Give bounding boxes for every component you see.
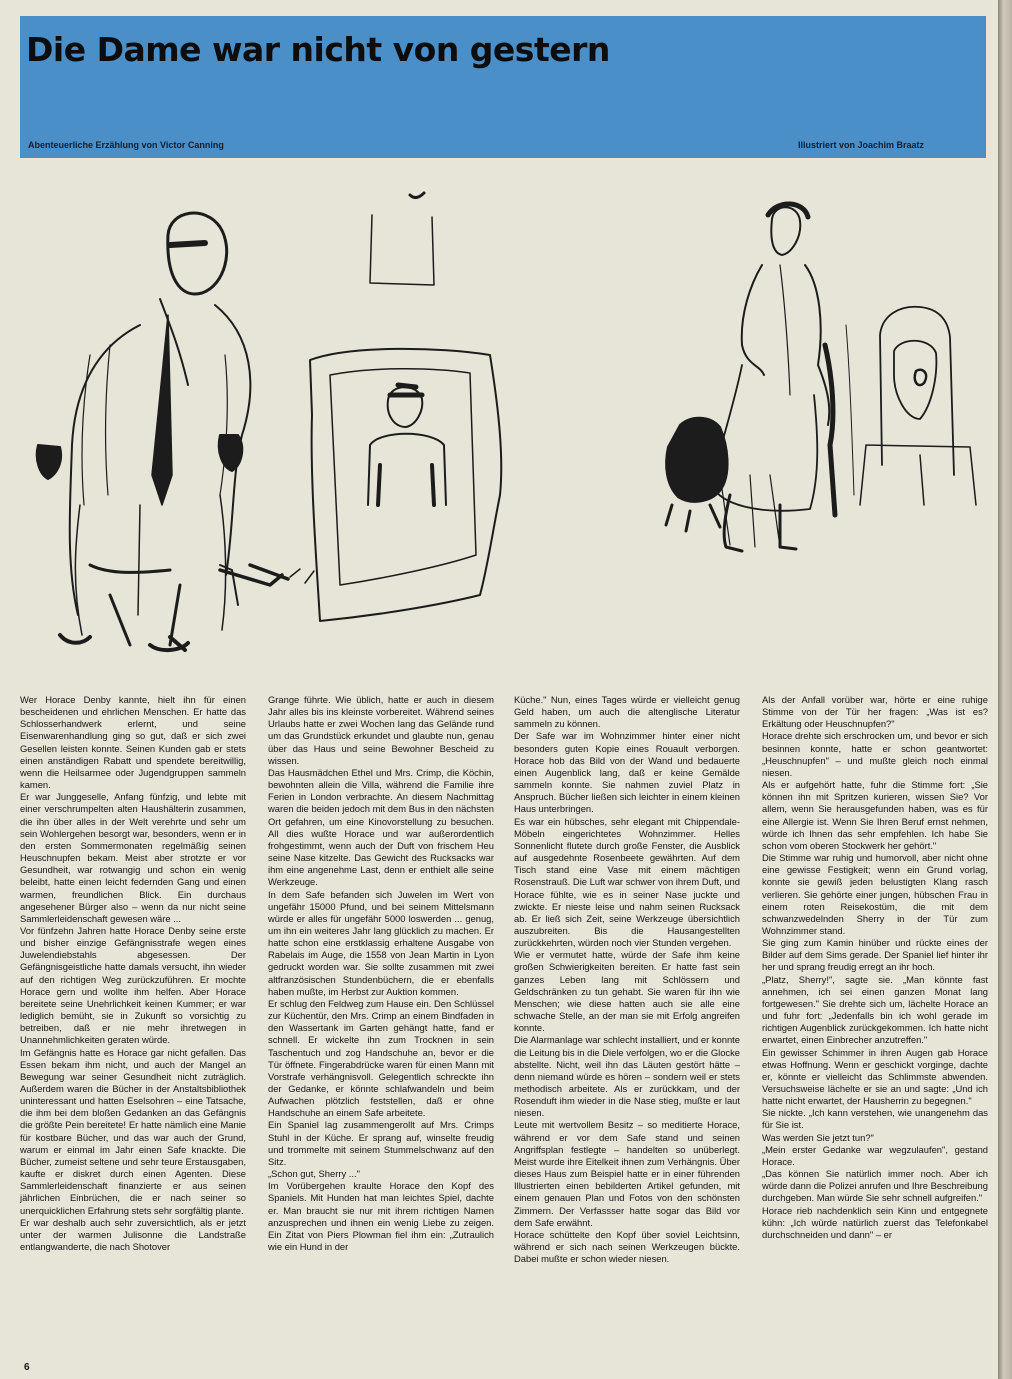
paragraph: „Mein erster Gedanke war wegzulaufen", gestand Horace. — [762, 1143, 988, 1167]
illustrator-byline: Illustriert von Joachim Braatz — [797, 140, 924, 150]
text-column-1 — [20, 694, 246, 1253]
ink-sketch-icon — [20, 175, 986, 685]
paragraph: Als er aufgehört hatte, fuhr die Stimme fort: „Sie können ihn mit Spritzen kurieren, wissen Sie? Vor allem, wenn Sie herausgefunden haben, was es für eine Allergie ist. Wenn Sie Ihren Beruf ernst nehmen, würde ich Ihnen das sehr empfehlen. Ich habe Sie schon vom oberen Stockwerk her gehört." — [762, 779, 988, 851]
text-column-2 — [268, 694, 494, 1253]
paragraph: „Platz, Sherry!", sagte sie. „Man könnte fast annehmen, ich sei einen ganzen Monat lang fortgewesen." Sie drehte sich um, lächelte Horace an und fuhr fort: „Jedenfalls bin ich wohl gerade im richtigen Augenblick zurückgekommen. Ich hatte nicht erwartet, einen Einbrecher anzutreffen." — [762, 973, 988, 1046]
paragraph: Die Alarmanlage war schlecht installiert, und er konnte die Leitung bis in die Diele verfolgen, wo er die Glocke abstellte. Nicht, weil ihn das Läuten gestört hätte – denn niemand würde es hören – sondern weil er stets methodisch arbeitete. Als er zurückkam, und der Rosenduft ihm wieder in die Nase stieg, mußte er laut niesen. — [514, 1034, 740, 1119]
paragraph: Horace drehte sich erschrocken um, und bevor er sich besinnen konnte, hatte er schon geantwortet: „Heuschnupfen" – und mußte gleich noch einmal niesen. — [762, 730, 988, 778]
paragraph: Im Gefängnis hatte es Horace gar nicht gefallen. Das Essen bekam ihm nicht, und auch der Mangel an Bewegung war seiner Gesundheit nicht zuträglich. Außerdem waren die Bücher in der Anstaltsbibliothek uninteressant und hatten Eselsohren – eine Tatsache, die ihm bei dem bloßen Gedanken an das Gefängnis die größte Pein bereitete! Er hatte nämlich eine Manie für kostbare Bücher, und das war auch der Grund, warum er einmal im Jahr einen Safe knackte. Die Bücher, zumeist seltene und sehr teure Erstausgaben, kaufte er diskret durch einen Agenten. Diese Sammlerleidenschaft finanzierte er aus seinen jährlichen Einbrüchen, die er nach seiner so unerquicklichen Erfahrung stets sehr sorgfältig plante. — [20, 1046, 246, 1216]
paragraph: Wie er vermutet hatte, würde der Safe ihm keine großen Schwierigkeiten bereiten. Er hatte fast sein ganzes Leben lang mit Schlössern und Geldschränken zu tun gehabt. Sie waren für ihn wie Menschen; wie diese hatten auch sie alle eine schwache Stelle, an der man sie mit Erfolg angreifen konnte. — [514, 949, 740, 1034]
page-number: 6 — [24, 1362, 30, 1373]
paragraph: „Schon gut, Sherry ..." — [268, 1168, 360, 1180]
paragraph: Das Hausmädchen Ethel und Mrs. Crimp, die Köchin, bewohnten allein die Villa, während die Familie ihre Ferien in London verbrachte. An diesem Nachmittag waren die beiden jedoch mit dem Bus in den nächsten Ort gefahren, um eine Kinovorstellung zu besuchen. All dies wußte Horace und war außerordentlich frohgestimmt, wenn auch der Duft von frischem Heu seine Nase kitzelte. Das Gewicht des Rucksacks war ihm eine angenehme Last, denn er enthielt alle seine Werkzeuge. — [268, 766, 494, 888]
paragraph: Leute mit wertvollem Besitz – so meditierte Horace, während er vor dem Safe stand und seinen Angriffsplan festlegte – handelten so unüberlegt. Meist wurde ihre Eitelkeit ihnen zum Verhängnis. Über dieses Haus zum Beispiel hatte er in einer führenden Illustrierten einen bebilderten Artikel gefunden, mit einem genauen Plan und Fotos von den schönsten Zimmern. Der Verfassser hatte sogar das Bild vor dem Safe erwähnt. — [514, 1119, 740, 1228]
paragraph: Es war ein hübsches, sehr elegant mit Chippendale-Möbeln eingerichtetes Wohnzimmer. Helles Sonnenlicht flutete durch große Fenster, die Ausblick auf ausgedehnte Rosenbeete gewährten. Auf dem Tisch stand eine Vase mit einem mächtigen Rosenstrauß. Die Luft war schwer von ihrem Duft, und Horace fühlte, wie es in seiner Nase juckte und zwickte. Er nieste leise und nahm seinen Rucksack ab. Er ließ sich Zeit, seine Werkzeuge übersichtlich auszubreiten. Bis die Hausangestellten zurückkehrten, würden noch vier Stunden vergehen. — [514, 815, 740, 949]
article-body — [20, 694, 990, 1354]
paragraph: Im Vorübergehen kraulte Horace den Kopf des Spaniels. Mit Hunden hat man leichtes Spiel, dachte er. Man braucht sie nur mit ihrem richtigen Namen anzusprechen und ihnen ein wenig Liebe zu zeigen. Ein Zitat von Piers Plowman fiel ihm ein: „Zutraulich wie ein Hund in der — [268, 1180, 494, 1253]
paragraph: Er war deshalb auch sehr zuversichtlich, als er jetzt unter der warmen Julisonne die Landstraße entlangwanderte, die nach Shotover — [20, 1216, 246, 1253]
paragraph: Ein Spaniel lag zusammengerollt auf Mrs. Crimps Stuhl in der Küche. Er sprang auf, winselte freudig und trommelte mit seinem Stummelschwanz auf den Sitz. — [268, 1119, 494, 1167]
paragraph: Die Stimme war ruhig und humorvoll, aber nicht ohne eine gewisse Festigkeit; wenn ein Grund vorlag, konnte sie gewiß jeden belustigten Klang rasch verlieren. Sie gehörte einer jungen, hübschen Frau in einem roten Reisekostüm, die mit dem schwanzwedelnden Sherry in der Tür zum Wohnzimmer stand. — [762, 852, 988, 936]
paragraph: Küche." Nun, eines Tages würde er vielleicht genug Geld haben, um auch die altenglische Literatur sammeln zu können. — [514, 694, 740, 730]
binding-gutter — [998, 0, 1012, 1379]
paragraph: Ein gewisser Schimmer in ihren Augen gab Horace etwas Hoffnung. Wenn er geschickt vorginge, dachte er, könnte er vielleicht das Schlimmste abwenden. Versuchsweise lächelte er sie an und sagte: „Und ich hatte nicht erwartet, der Hausherrin zu begegnen." — [762, 1046, 988, 1107]
paragraph: Als der Anfall vorüber war, hörte er eine ruhige Stimme von der Tür her fragen: „Was ist es? Erkältung oder Heuschnupfen?" — [762, 694, 988, 730]
paragraph: Grange führte. Wie üblich, hatte er auch in diesem Jahr alles bis ins kleinste vorbereitet. Während seines Urlaubs hatte er zwei Wochen lang das Gelände rund um das Grundstück erkundet und glaubte nun, genau über das Haus und seine Bewohner Bescheid zu wissen. — [268, 694, 494, 766]
paragraph: Sie ging zum Kamin hinüber und rückte eines der Bilder auf dem Sims gerade. Der Spaniel lief hinter ihr her und sprang freudig erregt an ihr hoch. — [762, 937, 988, 973]
ink-illustration — [20, 175, 986, 685]
paragraph: In dem Safe befanden sich Juwelen im Wert von ungefähr 15000 Pfund, und bei seinem Mittelsmann würde er alles für ungefähr 5000 loswerden ... genug, um ihn ein weiteres Jahr lang glücklich zu machen. Er hatte schon eine erstklassig erhaltene Ausgabe von Rabelais im Auge, die 1558 von Jean Martin in Lyon gedruckt worden war. Sie sollte zusammen mit zwei altfranzösischen Stundenbüchern, die er ebenfalls haben mußte, im Herbst zur Auktion kommen. — [268, 888, 494, 997]
paragraph: Horace schüttelte den Kopf über soviel Leichtsinn, während er sich nach seinen Werkzeugen bückte. Dabei mußte er schon wieder niesen. — [514, 1228, 740, 1265]
text-column-4 — [762, 694, 988, 1241]
text-column-3 — [514, 694, 740, 1265]
paragraph: Vor fünfzehn Jahren hatte Horace Denby seine erste und bisher einzige Gefängnisstrafe wegen eines Juwelendiebstahls abgesessen. Der Gefängnisgeistliche hatte damals versucht, ihn wieder auf den richtigen Weg zurückzuführen. Er mochte Horace gern und wollte ihm helfen. Aber Horace bereitete seine Unehrlichkeit keinen Kummer; er war lediglich bemüht, sie in Zukunft so vorsichtig zu betreiben, daß er nie mehr ihretwegen in Unannehmlichkeiten geraten würde. — [20, 924, 246, 1046]
title-banner — [20, 16, 986, 158]
paragraph: Er schlug den Feldweg zum Hause ein. Den Schlüssel zur Küchentür, den Mrs. Crimp an einem Bindfaden in den Wassertank im Garten gehängt hatte, fand er schnell. Er wickelte ihn zum Trocknen in sein Taschentuch und zog Handschuhe an, bevor er die Tür öffnete. Fingerabdrücke waren für einen Mann mit Vorstrafe verhängnisvoll. Gelegentlich schreckte ihn der Gedanke, er könnte schlafwandeln und beim Aufwachen plötzlich feststellen, daß er ohne Handschuhe an einem Safe arbeitete. — [268, 997, 494, 1119]
paragraph: „Das können Sie natürlich immer noch. Aber ich würde dann die Polizei anrufen und Ihre Beschreibung durchgeben. Man würde Sie sehr schnell aufgreifen." — [762, 1168, 988, 1204]
paragraph: Er war Junggeselle, Anfang fünfzig, und lebte mit einer verschrumpelten alten Haushälterin zusammen, die ihn über alles in der Welt verehrte und sehr um sein Wohlergehen besorgt war, besonders, wenn er in den ersten Sommermonaten regelmäßig seinen Heuschnupfen bekam. Meist aber strotzte er vor Gesundheit, war rotwangig und schon ein wenig beleibt, hatte einen leicht federnden Gang und einen warmen, freundlichen Blick. Ein durchaus angesehener Bürger also – wenn da nur nicht seine Sammlerleidenschaft gewesen wäre ... — [20, 791, 246, 924]
paragraph: Wer Horace Denby kannte, hielt ihn für einen bescheidenen und ehrlichen Menschen. Er hatte das Schlosserhandwerk erlernt, und seine Eisenwarenhandlung ging so gut, daß er sich zwei Gesellen leisten konnte. Seinen Kunden gab er stets einen anständigen Rabatt und spendete bereitwillig, wenn die Heilsarmee oder Jugendgruppen sammeln kamen. — [20, 694, 246, 791]
author-byline: Abenteuerliche Erzählung von Victor Canning — [28, 140, 224, 150]
paragraph: Was werden Sie jetzt tun?" — [762, 1131, 874, 1143]
story-title: Die Dame war nicht von gestern — [26, 30, 610, 69]
paragraph: Sie nickte. „Ich kann verstehen, wie unangenehm das für Sie ist. — [762, 1107, 988, 1131]
paragraph: Horace rieb nachdenklich sein Kinn und entgegnete kühn: „Ich würde natürlich zuerst das Telefonkabel durchschneiden und dann" – er — [762, 1204, 988, 1240]
paragraph: Der Safe war im Wohnzimmer hinter einer nicht besonders guten Kopie eines Rouault verborgen. Horace hob das Bild von der Wand und bedauerte einen Augenblick lang, daß er keine Gemälde sammeln konnte. Sie nahmen zuviel Platz in Anspruch. Bücher ließen sich leichter in einem kleinen Haus unterbringen. — [514, 730, 740, 815]
